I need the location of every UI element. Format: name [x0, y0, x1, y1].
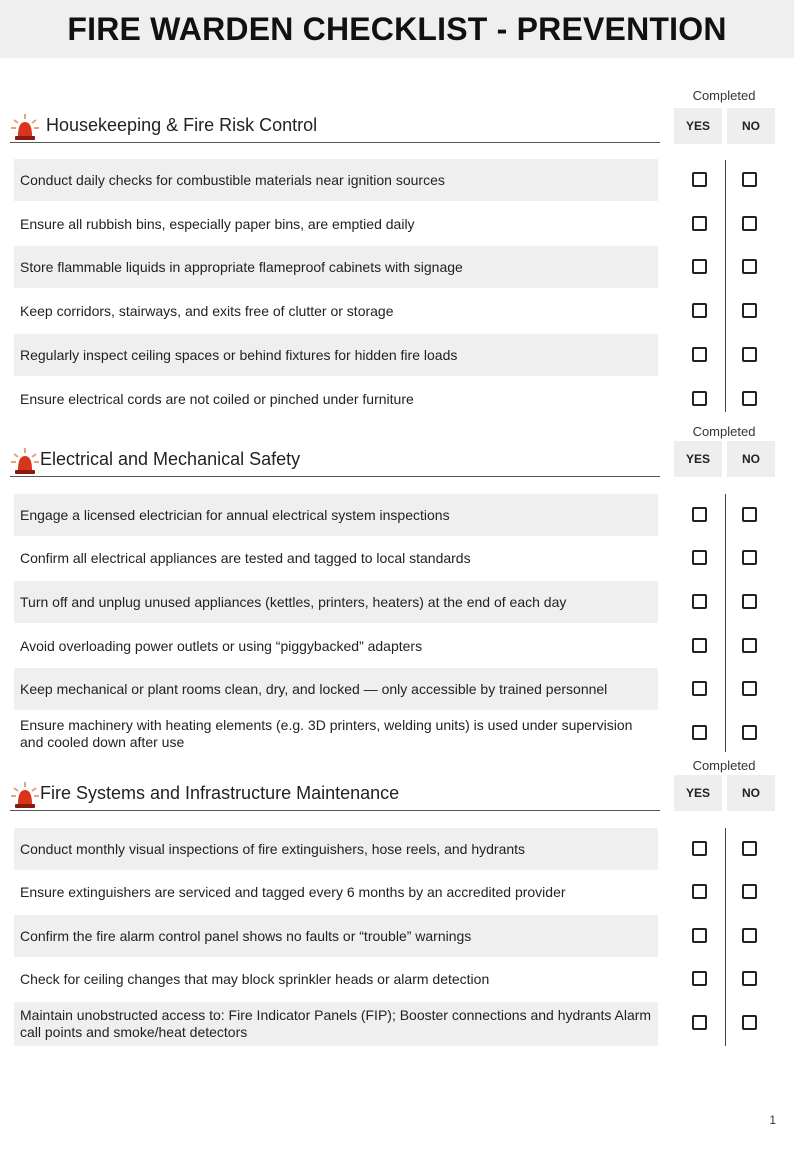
checklist-row: [14, 334, 658, 376]
no-checkbox[interactable]: [742, 303, 757, 318]
checklist-row: [14, 1002, 658, 1046]
yes-checkbox[interactable]: [692, 884, 707, 899]
no-checkbox[interactable]: [742, 1015, 757, 1030]
checklist-item-text: Turn off and unplug unused appliances (kettles, printers, heaters) at the end of each day: [20, 593, 567, 610]
checklist-row: [14, 494, 658, 536]
checklist-row: [14, 915, 658, 957]
no-checkbox[interactable]: [742, 259, 757, 274]
checklist-item-text: Ensure machinery with heating elements (e.g. 3D printers, welding units) is used under supervision and cooled down after use: [20, 717, 633, 750]
checklist-item-text: Confirm the fire alarm control panel shows no faults or “trouble” warnings: [20, 927, 472, 944]
checklist-item-text: Store flammable liquids in appropriate flameproof cabinets with signage: [20, 258, 463, 275]
column-divider: [725, 494, 726, 752]
yes-column-header: YES: [674, 108, 722, 144]
no-checkbox[interactable]: [742, 638, 757, 653]
section-header: [10, 446, 660, 477]
page-title: FIRE WARDEN CHECKLIST - PREVENTION: [67, 10, 727, 47]
yes-checkbox[interactable]: [692, 841, 707, 856]
checklist-item-text: Conduct daily checks for combustible materials near ignition sources: [20, 171, 445, 188]
no-column-header: NO: [727, 108, 775, 144]
siren-icon: [10, 112, 40, 142]
yes-checkbox[interactable]: [692, 1015, 707, 1030]
siren-icon: [10, 446, 40, 476]
checklist-item-text: Regularly inspect ceiling spaces or behind fixtures for hidden fire loads: [20, 346, 458, 363]
completed-label: Completed: [692, 424, 756, 439]
checklist-item-text: Engage a licensed electrician for annual electrical system inspections: [20, 506, 450, 523]
yes-checkbox[interactable]: [692, 550, 707, 565]
no-checkbox[interactable]: [742, 594, 757, 609]
no-checkbox[interactable]: [742, 725, 757, 740]
checklist-item-text: Keep mechanical or plant rooms clean, dry, and locked — only accessible by trained personnel: [20, 680, 608, 697]
yes-column-header: YES: [674, 775, 722, 811]
yes-checkbox[interactable]: [692, 681, 707, 696]
no-checkbox[interactable]: [742, 971, 757, 986]
yes-checkbox[interactable]: [692, 594, 707, 609]
yes-checkbox[interactable]: [692, 259, 707, 274]
checklist-item-text: Conduct monthly visual inspections of fire extinguishers, hose reels, and hydrants: [20, 840, 526, 857]
column-divider: [725, 160, 726, 412]
section-header: [10, 112, 660, 143]
checklist-row: [14, 625, 658, 667]
no-checkbox[interactable]: [742, 391, 757, 406]
checklist-row: [14, 290, 658, 332]
checklist-row: [14, 246, 658, 288]
yes-checkbox[interactable]: [692, 928, 707, 943]
checklist-item-text: Check for ceiling changes that may block sprinkler heads or alarm detection: [20, 970, 490, 987]
siren-icon: [10, 780, 40, 810]
checklist-item-text: Ensure electrical cords are not coiled or pinched under furniture: [20, 390, 414, 407]
yes-checkbox[interactable]: [692, 216, 707, 231]
checklist-row: [14, 537, 658, 579]
checklist-row: [14, 712, 658, 756]
no-checkbox[interactable]: [742, 172, 757, 187]
checklist-row: [14, 159, 658, 201]
no-column-header: NO: [727, 441, 775, 477]
no-checkbox[interactable]: [742, 347, 757, 362]
column-divider: [725, 828, 726, 1046]
yes-checkbox[interactable]: [692, 507, 707, 522]
checklist-row: [14, 958, 658, 1000]
yes-checkbox[interactable]: [692, 971, 707, 986]
page-number: 1: [769, 1113, 776, 1127]
checklist-row: [14, 581, 658, 623]
no-checkbox[interactable]: [742, 928, 757, 943]
checklist-item-text: Keep corridors, stairways, and exits free of clutter or storage: [20, 302, 394, 319]
no-checkbox[interactable]: [742, 841, 757, 856]
no-column-header: NO: [727, 775, 775, 811]
no-checkbox[interactable]: [742, 507, 757, 522]
checklist-item-text: Ensure extinguishers are serviced and tagged every 6 months by an accredited provider: [20, 883, 566, 900]
checklist-row: [14, 378, 658, 420]
yes-checkbox[interactable]: [692, 391, 707, 406]
section-title: Housekeeping & Fire Risk Control: [46, 115, 318, 135]
section-title: Fire Systems and Infrastructure Maintenance: [40, 783, 400, 803]
completed-label: Completed: [692, 88, 756, 103]
no-checkbox[interactable]: [742, 884, 757, 899]
checklist-row: [14, 828, 658, 870]
no-checkbox[interactable]: [742, 550, 757, 565]
no-checkbox[interactable]: [742, 681, 757, 696]
yes-checkbox[interactable]: [692, 303, 707, 318]
checklist-row: [14, 203, 658, 245]
checklist-item-text: Maintain unobstructed access to: Fire Indicator Panels (FIP); Booster connections and hydrants Alarm call points and smoke/heat detectors: [20, 1007, 652, 1040]
checklist-item-text: Confirm all electrical appliances are tested and tagged to local standards: [20, 549, 471, 566]
section-header: [10, 780, 660, 811]
title-bar: [0, 0, 794, 58]
no-checkbox[interactable]: [742, 216, 757, 231]
checklist-row: [14, 871, 658, 913]
checklist-item-text: Ensure all rubbish bins, especially paper bins, are emptied daily: [20, 215, 415, 232]
section-title: Electrical and Mechanical Safety: [40, 449, 301, 469]
yes-checkbox[interactable]: [692, 725, 707, 740]
yes-checkbox[interactable]: [692, 347, 707, 362]
yes-checkbox[interactable]: [692, 638, 707, 653]
checklist-item-text: Avoid overloading power outlets or using “piggybacked” adapters: [20, 637, 423, 654]
yes-checkbox[interactable]: [692, 172, 707, 187]
checklist-row: [14, 668, 658, 710]
yes-column-header: YES: [674, 441, 722, 477]
completed-label: Completed: [692, 758, 756, 773]
